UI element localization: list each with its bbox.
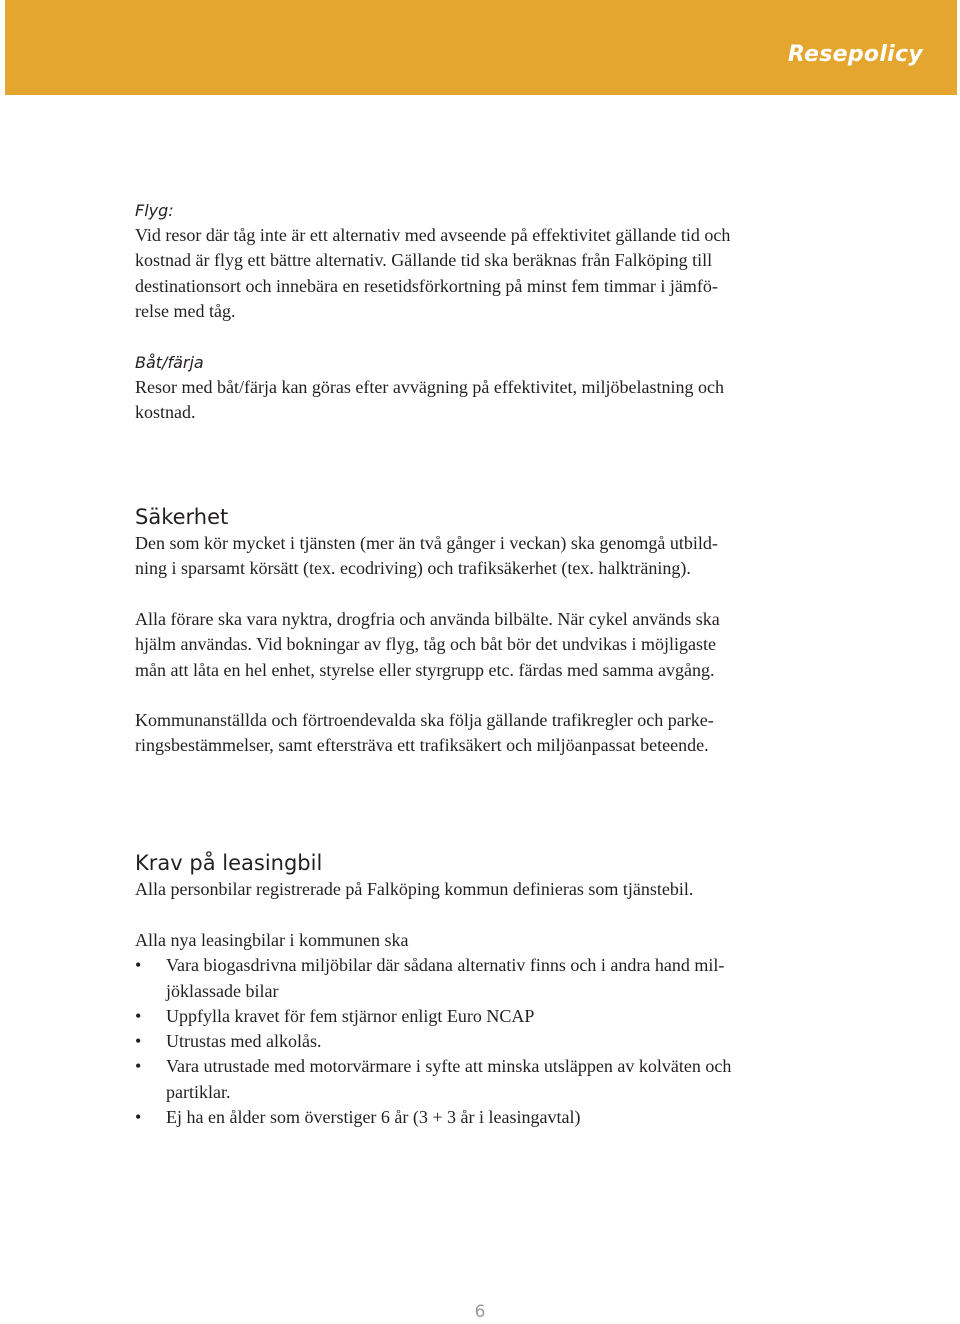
- text-line: Utrustas med alkolås.: [166, 1031, 322, 1052]
- text-line: Vid resor där tåg inte är ett alternativ med avseende på effektivitet gällande tid och: [135, 225, 731, 245]
- text-line: kostnad.: [135, 402, 196, 423]
- sakerhet-paragraph-2: [135, 607, 835, 683]
- leasing-heading: Krav på leasingbil: [135, 851, 323, 875]
- section-bat-farja: [135, 350, 835, 426]
- text-line: Alla förare ska vara nyktra, drogfria och använda bilbälte. När cykel används ska: [135, 609, 720, 629]
- text-line: partiklar.: [166, 1081, 231, 1102]
- paragraph: [135, 607, 835, 683]
- section-flyg: [135, 198, 835, 324]
- paragraph: [135, 708, 835, 759]
- leasing-list-intro: Alla nya leasingbilar i kommunen ska: [135, 930, 409, 950]
- text-line: kostnad är flyg ett bättre alternativ. Gällande tid ska beräknas från Falköping till: [135, 250, 713, 271]
- bat-paragraph: [135, 375, 835, 426]
- bullet-icon: •: [135, 1107, 142, 1128]
- flyg-paragraph: [135, 223, 835, 324]
- text-line: relse med tåg.: [135, 300, 236, 321]
- list-item: [135, 1004, 835, 1029]
- text-line: Kommunanställda och förtroendevalda ska följa gällande trafikregler och parke-: [135, 710, 714, 730]
- list-item: [135, 1029, 835, 1054]
- text-line: Ej ha en ålder som överstiger 6 år (3 + 3 år i leasingavtal): [166, 1107, 581, 1128]
- text-line: jöklassade bilar: [166, 980, 279, 1001]
- section-sakerhet: [135, 503, 835, 582]
- text-line: Vara utrustade med motorvärmare i syfte att minska utsläppen av kolväten och: [166, 1056, 732, 1077]
- header-band: [5, 0, 957, 95]
- bullet-icon: •: [135, 1005, 142, 1026]
- list-item: [135, 953, 835, 1004]
- text-line: ning i sparsamt körsätt (tex. ecodriving) och trafiksäkerhet (tex. halkträning).: [135, 558, 691, 579]
- text-line: destinationsort och innebära en resetidsförkortning på minst fem timmar i jämfö-: [135, 275, 718, 296]
- text-line: ringsbestämmelser, samt eftersträva ett trafiksäkert och miljöanpassat beteende.: [135, 735, 709, 756]
- leasing-requirements: [135, 928, 835, 1130]
- text-line: Vara biogasdrivna miljöbilar där sådana alternativ finns och i andra hand mil-: [166, 955, 725, 976]
- section-leasing: [135, 849, 835, 902]
- text-line: hjälm användas. Vid bokningar av flyg, tåg och båt bör det undvikas i möjligaste: [135, 634, 716, 655]
- list-item: [135, 1054, 835, 1105]
- sakerhet-paragraph-3: [135, 708, 835, 759]
- sakerhet-paragraph-1: [135, 531, 835, 582]
- bullet-icon: •: [135, 955, 142, 976]
- bullet-icon: •: [135, 1031, 142, 1052]
- leasing-intro: Alla personbilar registrerade på Falköping kommun definieras som tjänstebil.: [135, 879, 694, 899]
- page-number: 6: [474, 1302, 486, 1322]
- sakerhet-heading: Säkerhet: [135, 505, 229, 529]
- bullet-icon: •: [135, 1056, 142, 1077]
- leasing-bullet-list: [135, 953, 835, 1130]
- text-line: Resor med båt/färja kan göras efter avvägning på effektivitet, miljöbelastning och: [135, 377, 724, 397]
- text-line: mån att låta en hel enhet, styrelse eller styrgrupp etc. färdas med samma avgång.: [135, 659, 715, 680]
- document-title: Resepolicy: [787, 42, 923, 67]
- flyg-heading: Flyg:: [135, 201, 174, 220]
- bat-heading: Båt/färja: [135, 353, 204, 372]
- list-item: [135, 1105, 835, 1130]
- text-line: Uppfylla kravet för fem stjärnor enligt Euro NCAP: [166, 1005, 535, 1026]
- text-line: Den som kör mycket i tjänsten (mer än två gånger i veckan) ska genomgå utbild-: [135, 533, 718, 553]
